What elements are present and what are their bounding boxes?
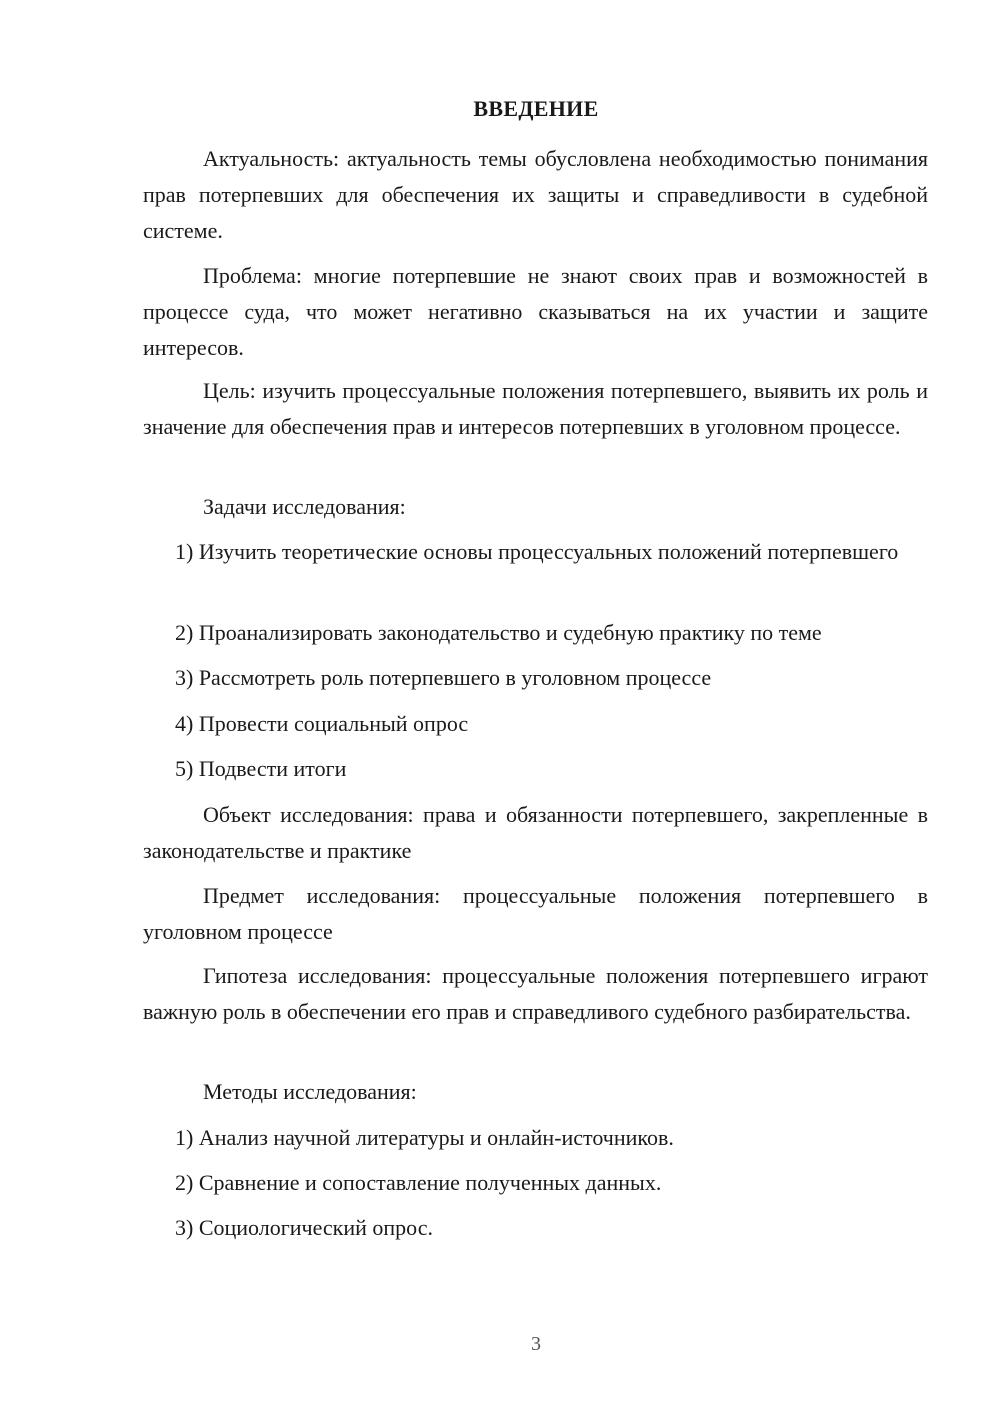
task-item-1: 1) Изучить теоретические основы процессуальных положений потерпевшего: [175, 539, 899, 564]
hypothesis-paragraph: Гипотеза исследования: процессуальные положения потерпевшего играют важную роль в обеспечении его прав и справедливого судебного разбирательства.: [143, 963, 928, 1024]
subject-paragraph: Предмет исследования: процессуальные положения потерпевшего в уголовном процессе: [143, 883, 928, 944]
goal-paragraph: Цель: изучить процессуальные положения потерпевшего, выявить их роль и значение для обеспечения прав и интересов потерпевших в уголовном процессе.: [143, 378, 928, 439]
method-item-2: 2) Сравнение и сопоставление полученных данных.: [175, 1170, 662, 1195]
method-item-1: 1) Анализ научной литературы и онлайн-источников.: [175, 1125, 674, 1150]
object-paragraph: Объект исследования: права и обязанности потерпевшего, закрепленные в законодательстве и практике: [143, 802, 928, 863]
tasks-heading: Задачи исследования:: [203, 494, 406, 519]
task-item-4: 4) Провести социальный опрос: [175, 711, 469, 736]
method-item-3: 3) Социологический опрос.: [175, 1215, 433, 1240]
task-item-2: 2) Проанализировать законодательство и судебную практику по теме: [175, 620, 822, 645]
page-number: 3: [531, 1333, 541, 1355]
task-item-5: 5) Подвести итоги: [175, 756, 347, 781]
problem-paragraph: Проблема: многие потерпевшие не знают своих прав и возможностей в процессе суда, что может негативно сказываться на их участии и защите интересов.: [143, 263, 928, 360]
page-title: ВВЕДЕНИЕ: [473, 96, 599, 121]
relevance-paragraph: Актуальность: актуальность темы обусловлена необходимостью понимания прав потерпевших для обеспечения их защиты и справедливости в судебной системе.: [143, 146, 928, 243]
task-item-3: 3) Рассмотреть роль потерпевшего в уголовном процессе: [175, 665, 712, 690]
methods-heading: Методы исследования:: [203, 1079, 417, 1104]
